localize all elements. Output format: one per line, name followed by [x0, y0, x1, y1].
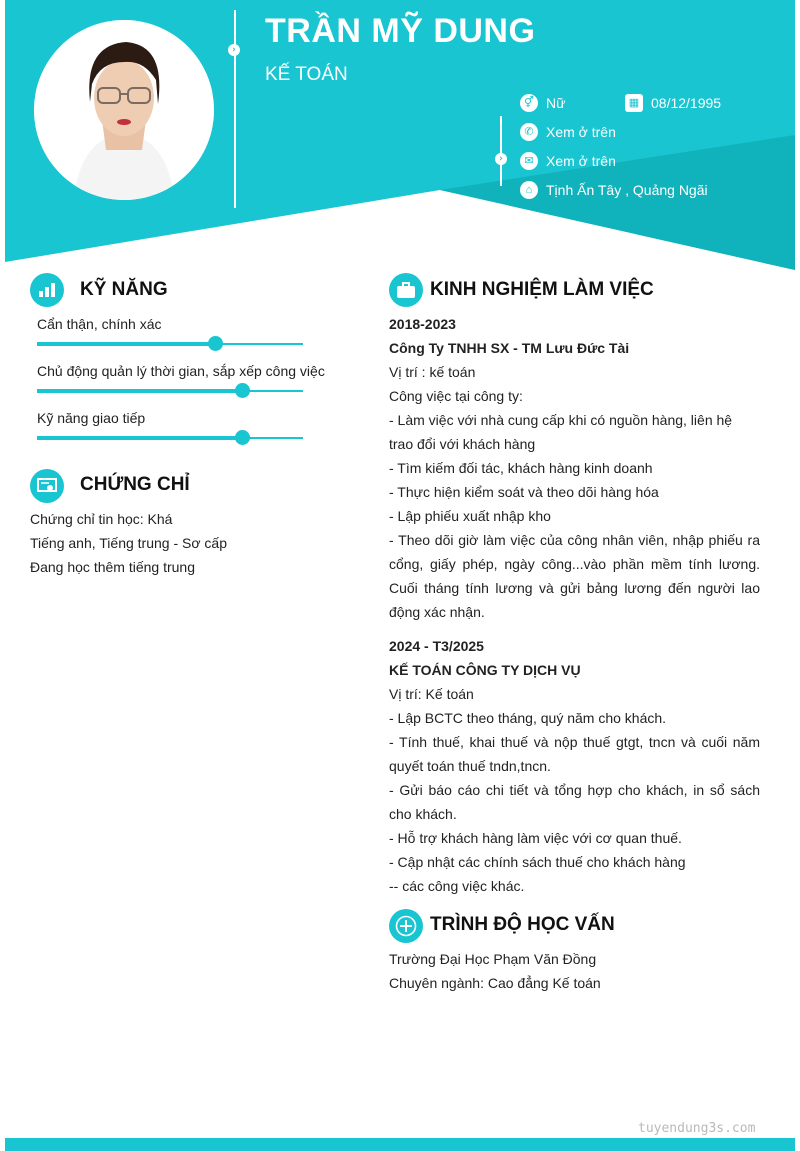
chevron-right-icon: › [228, 44, 240, 56]
full-name: TRẦN MỸ DUNG [265, 12, 536, 50]
skill-bar-fill [37, 389, 242, 393]
job-duty: - Làm việc với nhà cung cấp khi có nguồn hàng, liên hệ trao đổi với khách hàng [389, 412, 733, 452]
briefcase-icon [389, 273, 423, 307]
calendar-icon: ▦ [625, 94, 643, 112]
certificate-item: Tiếng anh, Tiếng trung - Sơ cấp [30, 535, 227, 551]
skill-label: Kỹ năng giao tiếp [37, 410, 146, 426]
education-title: TRÌNH ĐỘ HỌC VẤN [430, 914, 615, 935]
gender-value: Nữ [546, 95, 566, 111]
skill-bar [37, 390, 303, 392]
chart-icon [30, 273, 64, 307]
job-position: Vị trí: Kế toán [389, 686, 474, 702]
job-position: Vị trí : kế toán [389, 364, 476, 380]
birthdate-value: 08/12/1995 [651, 95, 722, 111]
phone-icon: ✆ [520, 123, 538, 141]
job-duty: - Lập phiếu xuất nhập kho [389, 508, 551, 524]
job-period: 2018-2023 [389, 316, 456, 332]
skills-title: KỸ NĂNG [80, 279, 168, 300]
home-icon: ⌂ [520, 181, 538, 199]
job-duty: - Tính thuế, khai thuế và nộp thuế gtgt, tncn và cuối năm quyết toán thuế tndn,tncn. [389, 734, 760, 774]
skill-bar-knob [235, 383, 250, 398]
skill-bar-knob [235, 430, 250, 445]
certificate-item: Chứng chỉ tin học: Khá [30, 511, 173, 527]
job-duty: - Lập BCTC theo tháng, quý năm cho khách. [389, 710, 667, 726]
certificate-item: Đang học thêm tiếng trung [30, 559, 195, 575]
skill-bar-fill [37, 342, 215, 346]
job-duty: - Tìm kiếm đối tác, khách hàng kinh doanh [389, 460, 653, 476]
job-duty: - Gửi báo cáo chi tiết và tổng hợp cho khách, in sổ sách cho khách. [389, 782, 760, 822]
skill-bar [37, 437, 303, 439]
certificate-icon [30, 469, 64, 503]
email-value: Xem ở trên [546, 153, 616, 169]
job-duty: - Theo dõi giờ làm việc của công nhân viên, nhập phiếu ra cổng, giấy phép, ngày công...vào phần mềm tính lương. Cuối tháng tính lương và gửi bảng lương đến người lao động xác nhận. [389, 532, 760, 620]
gender-icon: ⚥ [520, 94, 538, 112]
skill-bar [37, 343, 303, 345]
skill-label: Chủ động quản lý thời gian, sắp xếp công việc [37, 363, 325, 379]
email-info [520, 152, 616, 170]
job-period: 2024 - T3/2025 [389, 638, 484, 654]
job-company: Công Ty TNHH SX - TM Lưu Đức Tài [389, 340, 630, 356]
job-intro: Công việc tại công ty: [389, 388, 523, 404]
footer-bar [5, 1138, 795, 1151]
chevron-right-icon: › [495, 153, 507, 165]
job-title: KẾ TOÁN [265, 64, 348, 85]
education-major: Chuyên ngành: Cao đẳng Kế toán [389, 975, 601, 991]
contact-divider [500, 116, 502, 186]
watermark: tuyendung3s.com [638, 1121, 756, 1136]
email-icon: ✉ [520, 152, 538, 170]
skill-label: Cẩn thận, chính xác [37, 316, 162, 332]
job-duty: - Hỗ trợ khách hàng làm việc với cơ quan thuế. [389, 830, 682, 846]
address-value: Tịnh Ấn Tây , Quảng Ngãi [546, 182, 708, 198]
skill-bar-fill [37, 436, 242, 440]
phone-value: Xem ở trên [546, 124, 616, 140]
gender-info [520, 94, 565, 112]
education-school: Trường Đại Học Phạm Văn Đồng [389, 951, 597, 967]
job-duty: - Thực hiện kiểm soát và theo dõi hàng hóa [389, 484, 659, 500]
experience-title: KINH NGHIỆM LÀM VIỆC [430, 279, 654, 300]
birthdate-info [625, 94, 721, 112]
job-company: KẾ TOÁN CÔNG TY DỊCH VỤ [389, 662, 581, 678]
phone-info [520, 123, 616, 141]
skill-bar-knob [208, 336, 223, 351]
certificates-title: CHỨNG CHỈ [80, 474, 190, 495]
address-info [520, 181, 708, 199]
header-divider [234, 10, 236, 208]
job-duty: - Cập nhật các chính sách thuế cho khách hàng [389, 854, 686, 870]
plus-icon [389, 909, 423, 943]
profile-photo [34, 20, 214, 200]
avatar-image [34, 20, 214, 200]
job-duty: -- các công việc khác. [389, 878, 525, 894]
